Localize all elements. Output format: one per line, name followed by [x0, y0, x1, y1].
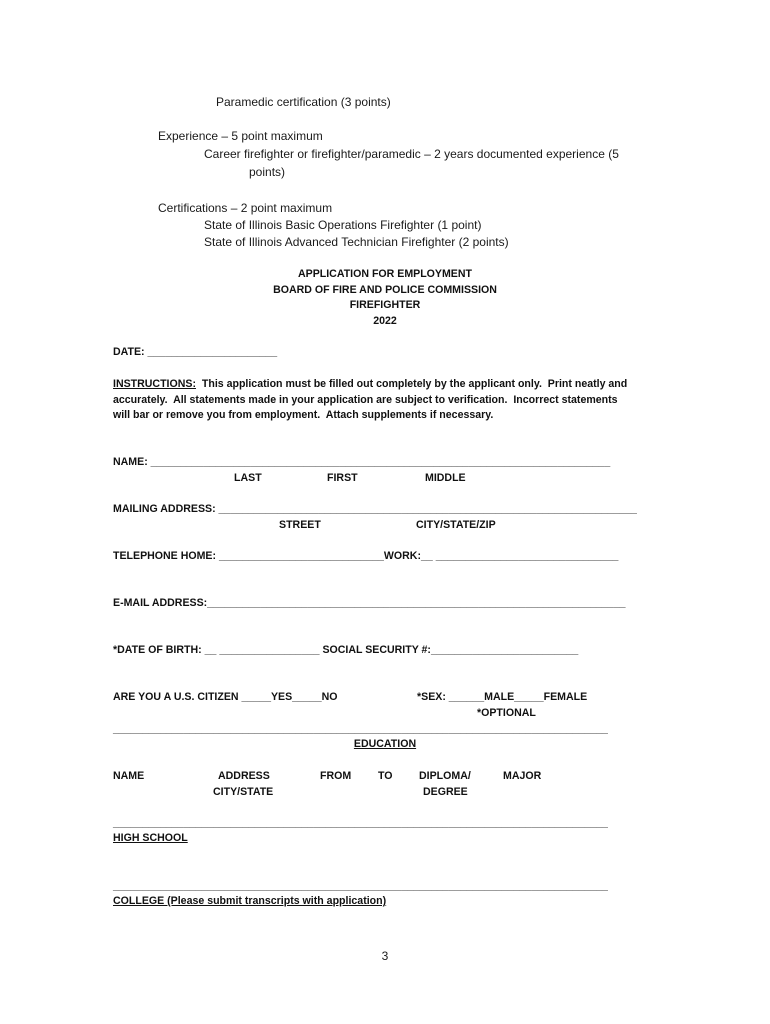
name-middle-caption: MIDDLE	[425, 472, 466, 484]
form-title-year: 2022	[373, 315, 397, 327]
high-school-label: HIGH SCHOOL	[113, 832, 188, 844]
college-label: COLLEGE (Please submit transcripts with application)	[113, 895, 387, 907]
sex-field[interactable]: *SEX: ______MALE_____FEMALE	[417, 691, 588, 703]
education-col-name: NAME	[113, 770, 145, 782]
mailing-address-field[interactable]: MAILING ADDRESS: _______________________________________________________________________	[113, 503, 637, 515]
paramedic-certification-item: Paramedic certification (3 points)	[216, 95, 391, 109]
page-number: 3	[381, 949, 389, 963]
education-col-degree: DEGREE	[423, 786, 468, 798]
telephone-field[interactable]: TELEPHONE HOME: ____________________________WORK:__ _______________________________	[113, 550, 619, 562]
optional-note: *OPTIONAL	[477, 707, 536, 719]
instructions-line-2: accurately. All statements made in your application are subject to verification. Incorrect statements	[113, 394, 618, 406]
dob-ssn-field[interactable]: *DATE OF BIRTH: __ _________________ SOCIAL SECURITY #:_________________________	[113, 644, 579, 656]
instructions-line-1	[113, 379, 627, 390]
education-col-address: ADDRESS	[218, 770, 270, 782]
cert-basic-operations-item: State of Illinois Basic Operations Firefighter (1 point)	[204, 218, 482, 232]
education-col-from: FROM	[320, 770, 352, 782]
form-title-line-1: APPLICATION FOR EMPLOYMENT	[297, 268, 472, 280]
city-state-zip-caption: CITY/STATE/ZIP	[416, 519, 496, 531]
cert-advanced-technician-item: State of Illinois Advanced Technician Firefighter (2 points)	[204, 235, 509, 249]
high-school-entry-line[interactable]: ____________________________________________________________________________________	[113, 817, 608, 829]
education-heading: EDUCATION	[353, 738, 417, 750]
college-entry-line[interactable]: ____________________________________________________________________________________	[113, 880, 608, 892]
certifications-heading: Certifications – 2 point maximum	[158, 201, 333, 215]
name-last-caption: LAST	[234, 472, 262, 484]
street-caption: STREET	[279, 519, 321, 531]
form-title-line-3: FIREFIGHTER	[349, 299, 421, 311]
education-col-major: MAJOR	[503, 770, 542, 782]
name-field[interactable]: NAME: ______________________________________________________________________________	[113, 456, 611, 468]
instructions-line-3: will bar or remove you from employment. Attach supplements if necessary.	[113, 409, 494, 421]
experience-item-line-1: Career firefighter or firefighter/paramedic – 2 years documented experience (5	[204, 147, 619, 161]
experience-item-line-2: points)	[249, 165, 286, 179]
experience-heading: Experience – 5 point maximum	[158, 129, 323, 143]
instructions-label: INSTRUCTIONS:	[113, 378, 196, 390]
education-col-city-state: CITY/STATE	[213, 786, 274, 798]
education-col-to: TO	[378, 770, 393, 782]
name-first-caption: FIRST	[327, 472, 358, 484]
instructions-text-1: This application must be filled out completely by the applicant only. Print neatly and	[195, 378, 628, 390]
education-col-diploma: DIPLOMA/	[419, 770, 471, 782]
email-field[interactable]: E-MAIL ADDRESS:_______________________________________________________________________	[113, 597, 626, 609]
citizen-field[interactable]: ARE YOU A U.S. CITIZEN _____YES_____NO	[113, 691, 338, 703]
date-field[interactable]: DATE: ______________________	[113, 346, 278, 358]
divider-line: ____________________________________________________________________________________	[113, 723, 608, 735]
form-title-line-2: BOARD OF FIRE AND POLICE COMMISSION	[273, 284, 497, 296]
